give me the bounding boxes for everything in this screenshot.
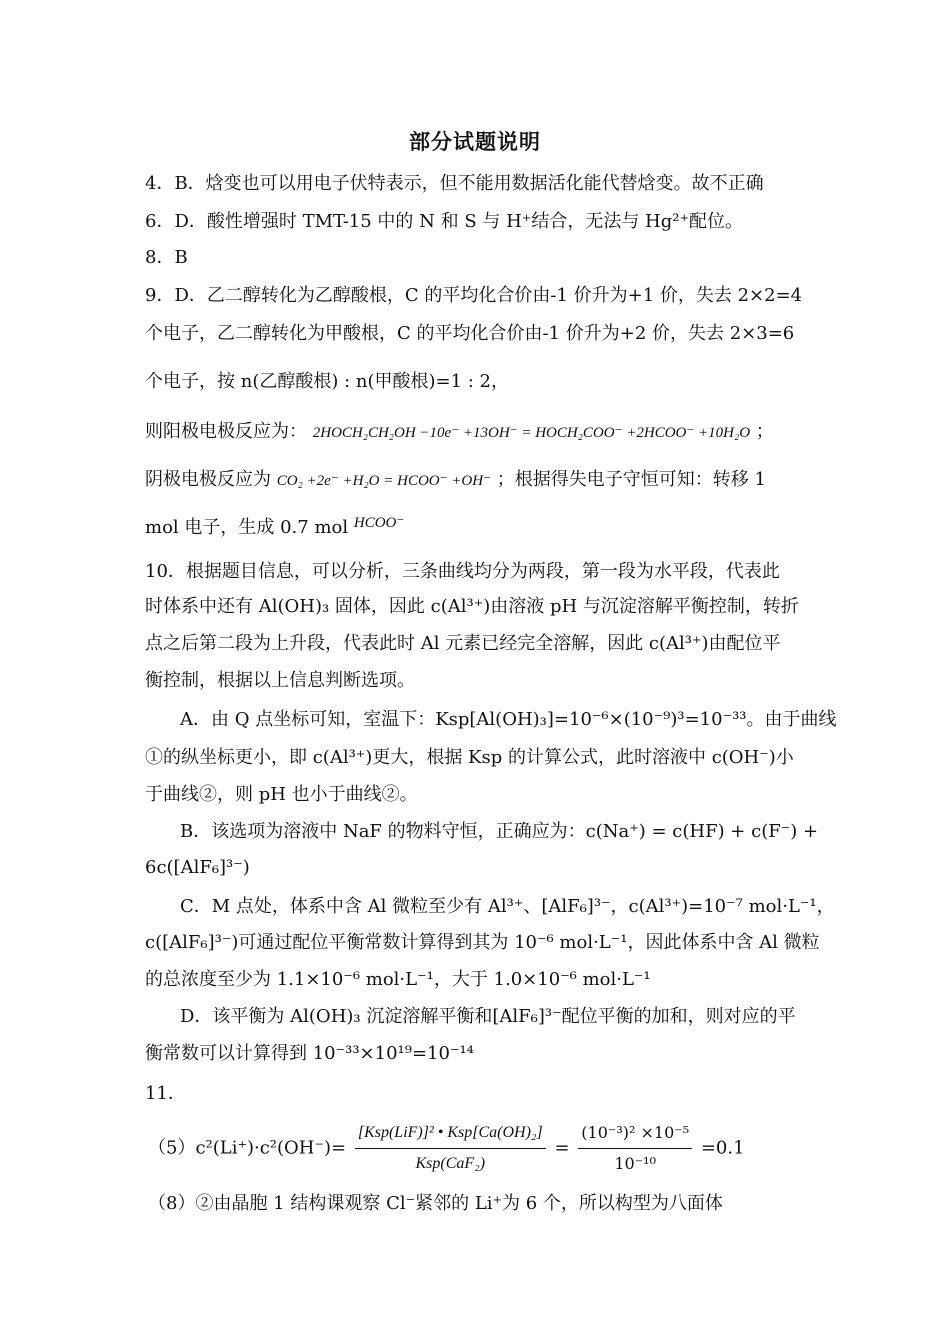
fraction-values — [578, 1120, 692, 1177]
option-d-line-2: 衡常数可以计算得到 10⁻³³×10¹⁹=10⁻¹⁴ — [145, 1043, 474, 1064]
cathode-label: 阴极电极反应为 — [145, 469, 271, 490]
option-b-line-2: 6c([AlF₆]³⁻) — [145, 857, 250, 878]
item-11: 11． — [145, 1083, 186, 1104]
item-6: 6．D．酸性增强时 TMT-15 中的 N 和 S 与 H⁺结合，无法与 Hg²⁺配位。 — [145, 211, 743, 232]
option-d-line-1: D．该平衡为 Al(OH)₃ 沉淀溶解平衡和[AlF₆]³⁻配位平衡的加和，则对应的平 — [180, 1006, 796, 1027]
cathode-tail: ；根据得失电子守恒可知：转移 1 — [496, 469, 766, 490]
fraction-values-denominator: 10⁻¹⁰ — [614, 1154, 657, 1173]
item-4: 4．B．焓变也可以用电子伏特表示，但不能用数据活化能代替焓变。故不正确 — [145, 173, 764, 194]
item-10-line-3: 点之后第二段为上升段，代表此时 Al 元素已经完全溶解，因此 c(Al³⁺)由配位平 — [145, 633, 781, 654]
item-9-line-1: 9．D．乙二醇转化为乙醇酸根，C 的平均化合价由-1 价升为+1 价，失去 2×2=4 — [145, 285, 803, 306]
option-b-line-1: B．该选项为溶液中 NaF 的物料守恒，正确应为：c(Na⁺) = c(HF) + c(F⁻) + — [180, 821, 819, 842]
option-a-line-2: ①的纵坐标更小，即 c(Al³⁺)更大，根据 Ksp 的计算公式，此时溶液中 c(OH⁻)小 — [145, 747, 794, 768]
part-5-label: （5）c²(Li⁺)·c²(OH⁻)= — [148, 1137, 347, 1159]
option-a-line-3: 于曲线②，则 pH 也小于曲线②。 — [145, 784, 418, 805]
item-10-line-4: 衡控制，根据以上信息判断选项。 — [145, 670, 415, 691]
fraction-ksp-numerator: [Ksp(LiF)]² • Ksp[Ca(OH)₂] — [355, 1120, 546, 1149]
anode-reaction-line — [145, 420, 815, 445]
item-9-line-2: 个电子，乙二醇转化为甲酸根，C 的平均化合价由-1 价升为+2 价，失去 2×3=6 — [145, 323, 795, 344]
formate-ion: HCOO⁻ — [353, 515, 405, 531]
item-8: 8．B — [145, 247, 188, 268]
fraction-ksp — [355, 1120, 546, 1177]
anode-end: ； — [755, 421, 774, 442]
anode-label: 则阳极电极反应为： — [145, 421, 307, 442]
option-a-line-1: A．由 Q 点坐标可知，室温下：Ksp[Al(OH)₃]=10⁻⁶×(10⁻⁹)³=10⁻³³。由于曲线 — [180, 709, 837, 730]
fraction-ksp-denominator: Ksp(CaF₂) — [415, 1155, 486, 1172]
option-c-line-2: c([AlF₆]³⁻)可通过配位平衡常数计算得到其为 10⁻⁶ mol·L⁻¹，因此体系中含 Al 微粒 — [145, 932, 820, 953]
cathode-equation: CO₂ +2e⁻ +H₂O = HCOO⁻ +OH⁻ — [276, 473, 491, 489]
fraction-values-numerator: (10⁻³)² ×10⁻⁵ — [578, 1120, 692, 1149]
item-11-part-5 — [148, 1120, 818, 1177]
item-9-line-3: 个电子，按 n(乙醇酸根) : n(甲酸根)=1 : 2， — [145, 371, 509, 392]
result-value: =0.1 — [700, 1137, 745, 1159]
equals-sign: = — [554, 1137, 570, 1159]
item-9-conclusion — [145, 516, 815, 541]
anode-equation: 2HOCH₂CH₂OH −10e⁻ +13OH⁻ = HOCH₂COO⁻ +2HCOO⁻ +10H₂O — [312, 425, 751, 441]
cathode-reaction-line — [145, 468, 815, 493]
item-11-part-8: （8）②由晶胞 1 结构课观察 Cl⁻紧邻的 Li⁺为 6 个，所以构型为八面体 — [148, 1193, 723, 1214]
item-10-line-1: 10．根据题目信息，可以分析，三条曲线均分为两段，第一段为水平段，代表此 — [145, 561, 780, 582]
item-10-line-2: 时体系中还有 Al(OH)₃ 固体，因此 c(Al³⁺)由溶液 pH 与沉淀溶解平衡控制，转折 — [145, 596, 799, 617]
page-title: 部分试题说明 — [409, 129, 541, 154]
option-c-line-1: C．M 点处，体系中含 Al 微粒至少有 Al³⁺、[AlF₆]³⁻，c(Al³⁺)=10⁻⁷ mol·L⁻¹， — [180, 896, 835, 917]
conclusion-text: mol 电子，生成 0.7 mol — [145, 517, 349, 538]
option-c-line-3: 的总浓度至少为 1.1×10⁻⁶ mol·L⁻¹，大于 1.0×10⁻⁶ mol·L⁻¹ — [145, 969, 651, 990]
